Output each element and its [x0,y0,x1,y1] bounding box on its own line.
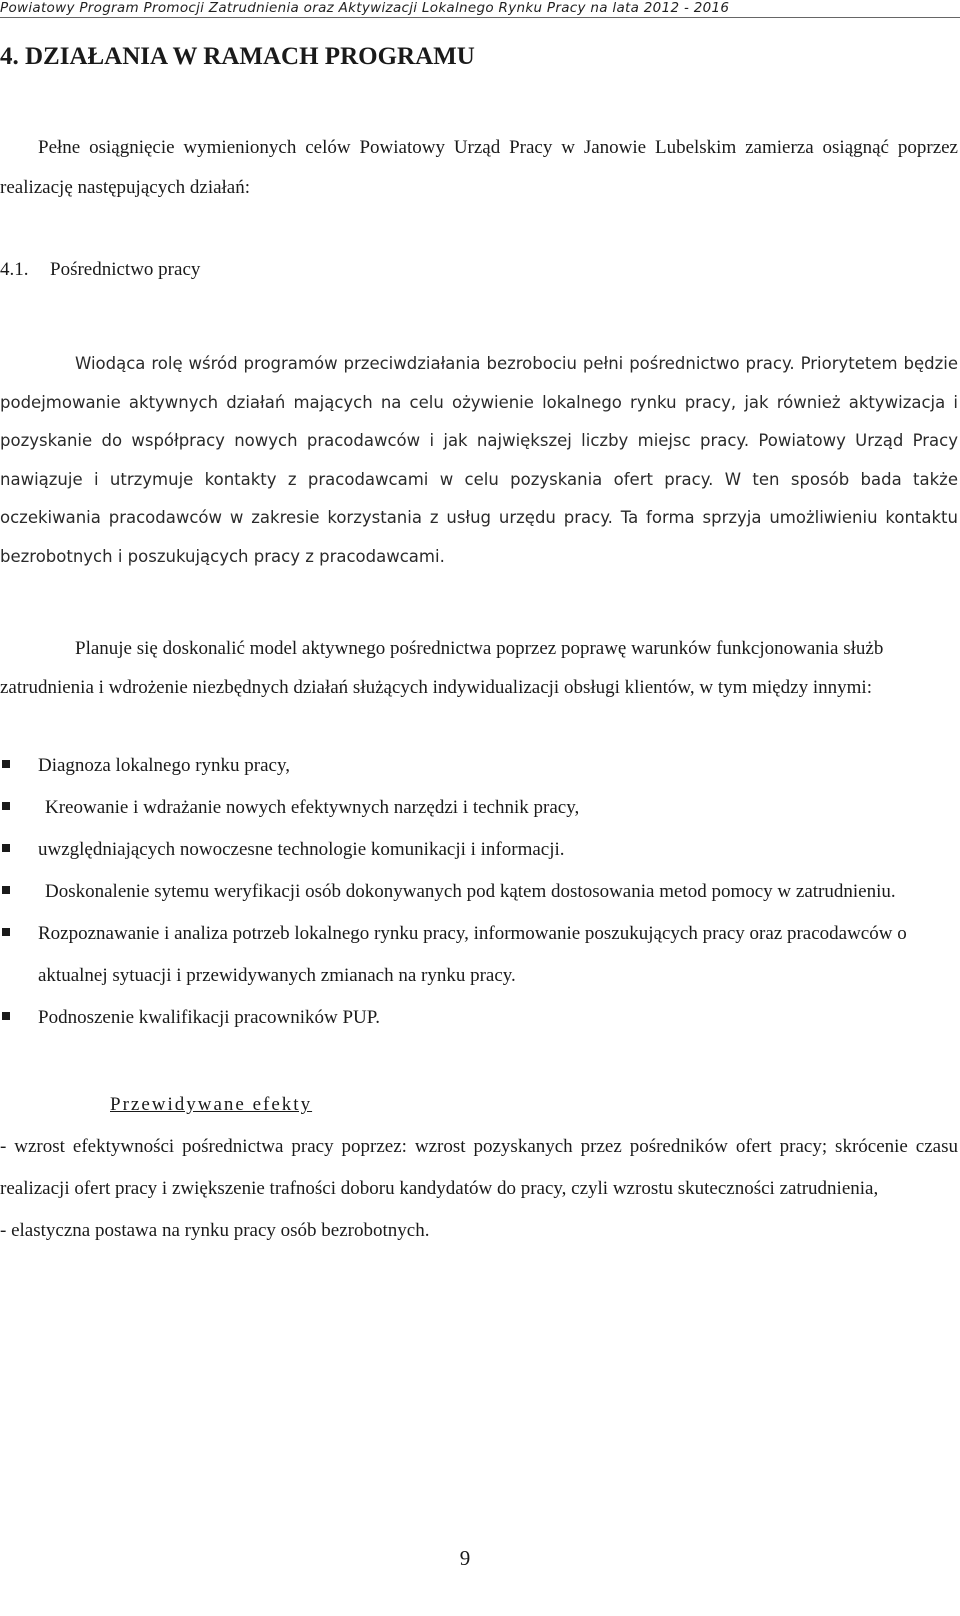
list-item [0,787,930,829]
square-bullet-icon [2,802,10,810]
header-rule [0,17,960,18]
effect-item: - wzrost efektywności pośrednictwa pracy poprzez: wzrost pozyskanych przez pośredników ofert pracy; skrócenie czasu realizacji ofert pracy i zwiększenie trafności doboru kandydatów do pracy, czyli wzrostu skuteczności zatrudnienia, [0,1136,958,1199]
list-item-text: Rozpoznawanie i analiza potrzeb lokalnego rynku pracy, informowanie poszukujących pracy oraz pracodawców o aktualnej sytuacji i przewidywanych zmianach na rynku pracy. [38,923,907,986]
list-item-text: Diagnoza lokalnego rynku pracy, [38,755,291,776]
intro-paragraph: Pełne osiągnięcie wymienionych celów Powiatowy Urząd Pracy w Janowie Lubelskim zamierza osiągnąć poprzez realizację następujących działań: [0,137,958,198]
paragraph-planned-actions: Planuje się doskonalić model aktywnego pośrednictwa poprzez poprawę warunków funkcjonowania służb zatrudnienia i wdrożenie niezbędnych działań służących indywidualizacji obsługi klientów, w tym między innymi: [0,638,884,698]
chapter-title: 4. DZIAŁANIA W RAMACH PROGRAMU [0,43,475,70]
square-bullet-icon [2,760,10,768]
square-bullet-icon [2,1012,10,1020]
list-item-text: Podnoszenie kwalifikacji pracowników PUP. [38,1007,380,1028]
actions-list [0,745,960,1039]
list-item [0,913,930,997]
running-header: Powiatowy Program Promocji Zatrudnienia oraz Aktywizacji Lokalnego Rynku Pracy na lata 2012 - 2016 [0,0,730,16]
section-number: 4.1. [0,259,29,280]
list-item [0,997,930,1039]
list-item-text: uwzględniających nowoczesne technologie komunikacji i informacji. [38,839,565,860]
list-item-text: Doskonalenie sytemu weryfikacji osób dokonywanych pod kątem dostosowania metod pomocy w zatrudnieniu. [45,881,896,902]
list-item-text: Kreowanie i wdrażanie nowych efektywnych narzędzi i technik pracy, [45,797,580,818]
section-title: Pośrednictwo pracy [50,259,201,280]
effects-heading: Przewidywane efekty [110,1094,313,1115]
effect-item: - elastyczna postawa na rynku pracy osób bezrobotnych. [0,1220,430,1241]
effects-list [0,1126,958,1252]
page-number: 9 [459,1546,471,1570]
square-bullet-icon [2,886,10,894]
paragraph-intermediation: Wiodąca rolę wśród programów przeciwdziałania bezrobociu pełni pośrednictwo pracy. Priorytetem będzie podejmowanie aktywnych działań mających na celu ożywienie lokalnego rynku pracy, jak również aktywizacja i pozyskanie do współpracy nowych pracodawców i jak największej liczby miejsc pracy. Powiatowy Urząd Pracy nawiązuje i utrzymuje kontakty z pracodawcami w celu pozyskania ofert pracy. W ten sposób bada także oczekiwania pracodawców w zakresie korzystania z usług urzędu pracy. Ta forma sprzyja umożliwieniu kontaktu bezrobotnych i poszukujących pracy z pracodawcami. [0,354,958,566]
list-item [0,871,930,913]
square-bullet-icon [2,844,10,852]
list-item [0,745,930,787]
section-heading [0,258,200,282]
square-bullet-icon [2,928,10,936]
list-item [0,829,930,871]
